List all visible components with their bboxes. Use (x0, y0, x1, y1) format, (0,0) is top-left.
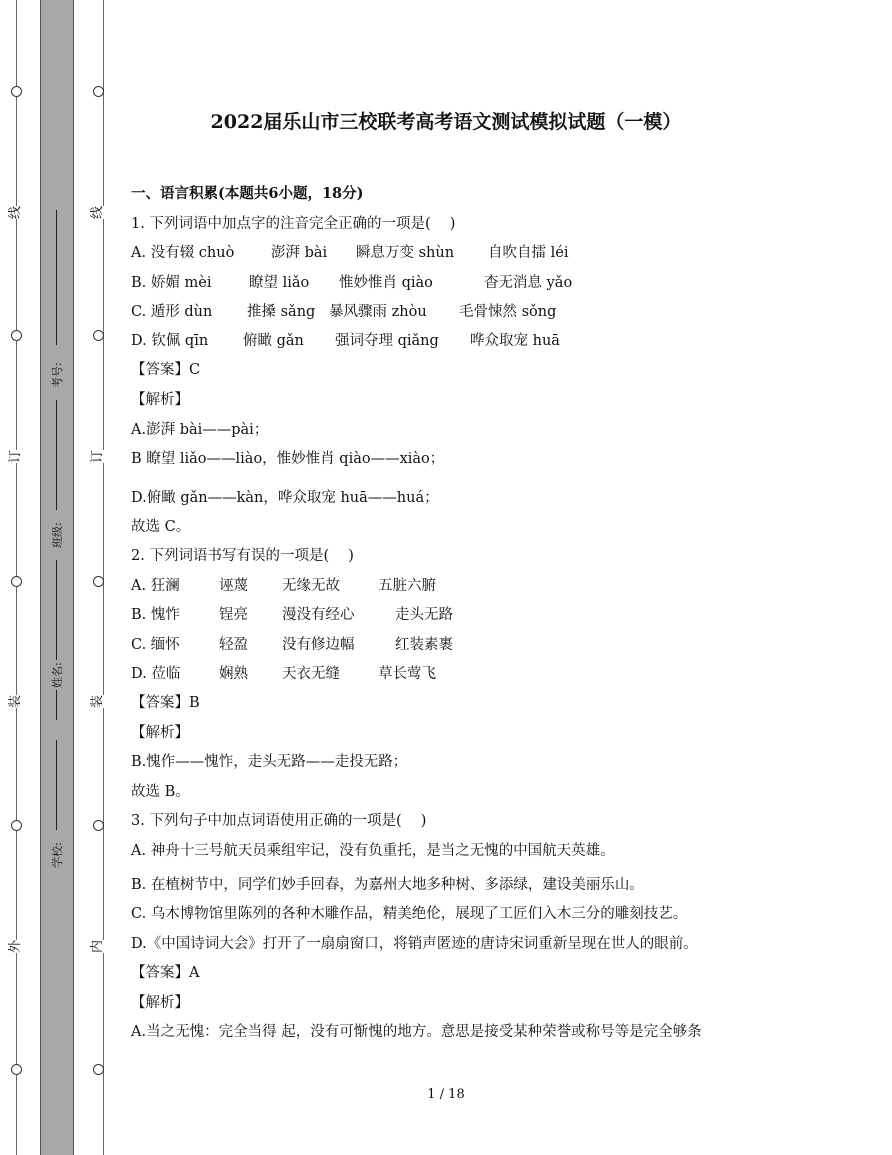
name-label: 姓名: (51, 662, 64, 688)
section-heading: 一、语言积累(本题共6小题，18分) (131, 185, 364, 202)
binding-mark-order: 订 (90, 449, 106, 464)
class-field (44, 400, 68, 550)
binding-mark-inside: 内 (90, 939, 106, 954)
binding-hole (11, 820, 22, 831)
school-label: 学校: (51, 842, 64, 868)
school-field (44, 740, 68, 870)
question-1-option-d: D. 钦佩 qīn 俯瞰 gǎn 强词夺理 qiǎng 哗众取宠 huā (131, 333, 560, 349)
question-3-analysis-line: A.当之无愧：完全当得 起，没有可惭愧的地方。意思是接受某种荣誉或称号等是完全够条 (131, 1024, 702, 1040)
binding-mark-order: 订 (8, 449, 24, 464)
question-1-analysis-line: B 瞭望 liǎo——liào，惟妙惟肖 qiào——xiào； (131, 451, 445, 467)
page-number: 1 / 18 (427, 1087, 465, 1102)
question-1-option-a: A. 没有辍 chuò 澎湃 bài 瞬息万变 shùn 自吹自擂 léi (131, 245, 569, 261)
question-3-answer: 【答案】A (131, 965, 200, 981)
binding-hole (11, 86, 22, 97)
class-label: 班级: (51, 522, 64, 548)
binding-hole (93, 330, 104, 341)
question-2-option-c: C. 缅怀 轻盈 没有修边幅 红装素裹 (131, 637, 453, 653)
question-3-option-d: D.《中国诗词大会》打开了一扇扇窗口，将销声匿迹的唐诗宋词重新呈现在世人的眼前。 (131, 936, 698, 952)
binding-hole (93, 820, 104, 831)
exam-number-field (44, 210, 68, 390)
question-1-analysis-line: A.澎湃 bài——pài； (131, 422, 269, 438)
question-2-option-d: D. 莅临 娴熟 天衣无缝 草长莺飞 (131, 666, 436, 682)
question-2-answer: 【答案】B (131, 695, 200, 711)
binding-hole (93, 86, 104, 97)
question-2-analysis-line: B.愧作——愧怍，走头无路——走投无路； (131, 754, 408, 770)
question-1-answer: 【答案】C (131, 362, 201, 378)
question-3-option-b: B. 在植树节中，同学们妙手回春，为嘉州大地多种树、多添绿，建设美丽乐山。 (131, 877, 644, 893)
question-1-stem: 1. 下列词语中加点字的注音完全正确的一项是( ) (131, 216, 456, 232)
question-1-conclusion: 故选 C。 (131, 519, 191, 535)
question-1-analysis-label: 【解析】 (131, 392, 189, 408)
question-2-option-b: B. 愧怍 锃亮 漫没有经心 走头无路 (131, 607, 453, 623)
question-2-conclusion: 故选 B。 (131, 784, 190, 800)
page-title: 2022届乐山市三校联考高考语文测试模拟试题（一模） (210, 111, 682, 133)
binding-hole (93, 576, 104, 587)
binding-hole (11, 330, 22, 341)
binding-hole (11, 576, 22, 587)
question-2-analysis-label: 【解析】 (131, 725, 189, 741)
binding-hole (93, 1064, 104, 1075)
binding-hole (11, 1064, 22, 1075)
question-3-option-c: C. 乌木博物馆里陈列的各种木雕作品，精美绝伦，展现了工匠们入木三分的雕刻技艺。 (131, 906, 688, 922)
binding-inner-line (103, 0, 104, 1155)
question-3-stem: 3. 下列句子中加点词语使用正确的一项是( ) (131, 813, 427, 829)
name-field (44, 560, 68, 720)
binding-mark-line: 线 (8, 205, 24, 220)
question-3-option-a: A. 神舟十三号航天员乘组牢记，没有负重托，是当之无愧的中国航天英雄。 (131, 843, 615, 859)
question-2-option-a: A. 狂澜 诬蔑 无缘无故 五脏六腑 (131, 578, 436, 594)
question-1-option-b: B. 娇媚 mèi 瞭望 liǎo 惟妙惟肖 qiào 杳无消息 yǎo (131, 275, 573, 291)
binding-mark-line: 线 (90, 205, 106, 220)
question-1-option-c: C. 遁形 dùn 推搡 sǎng 暴风骤雨 zhòu 毛骨悚然 sǒng (131, 304, 557, 320)
binding-mark-bind: 装 (8, 694, 24, 709)
question-1-analysis-line: D.俯瞰 gǎn——kàn，哗众取宠 huā——huá； (131, 490, 439, 506)
binding-mark-outside: 外 (8, 939, 24, 954)
question-2-stem: 2. 下列词语书写有误的一项是( ) (131, 548, 354, 564)
question-3-analysis-label: 【解析】 (131, 995, 189, 1011)
exam-number-label: 考号: (51, 362, 64, 388)
binding-mark-bind: 装 (90, 694, 106, 709)
